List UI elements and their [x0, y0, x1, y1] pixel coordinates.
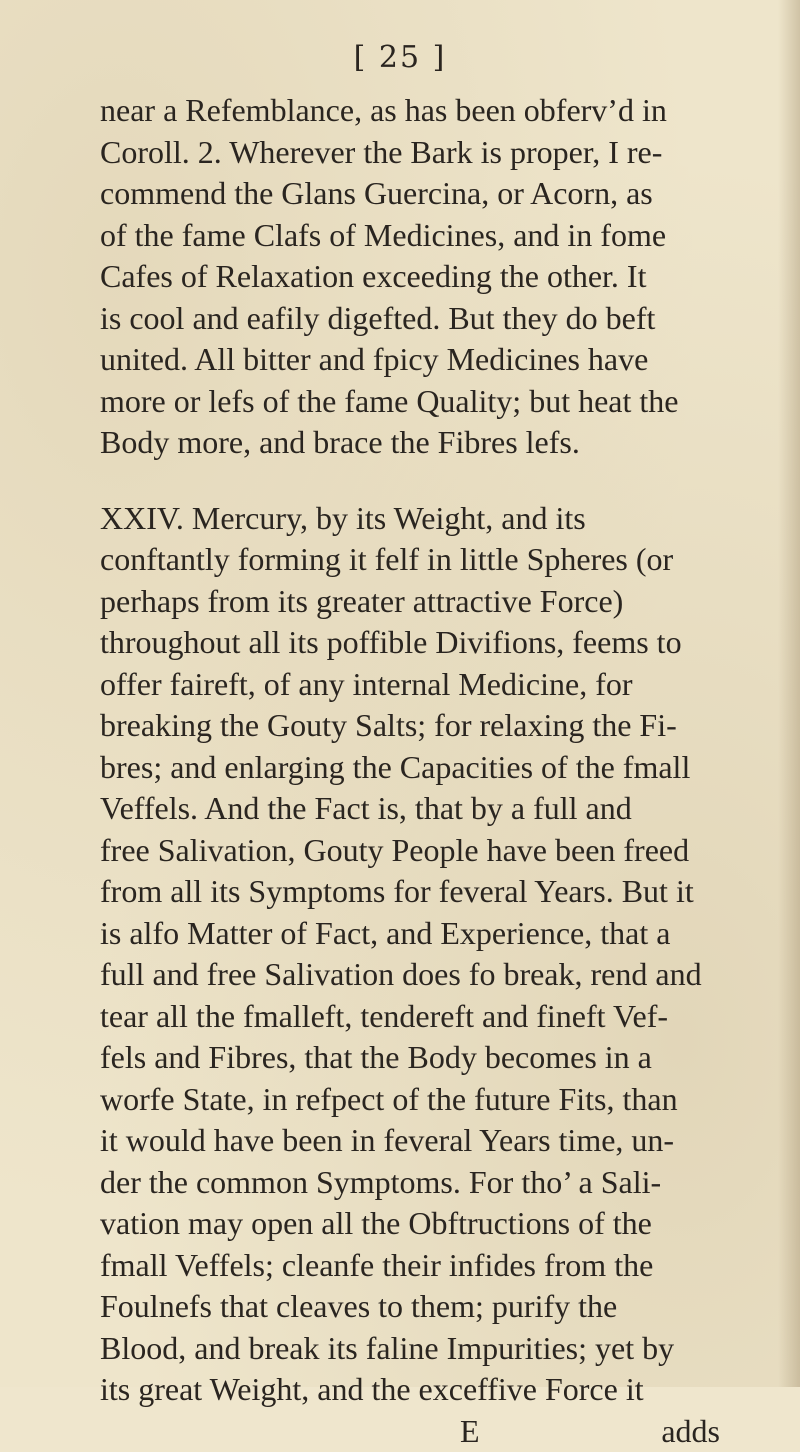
- text-line: worfe State, in refpect of the future Fits, than: [100, 1079, 760, 1121]
- text-line: Veffels. And the Fact is, that by a full and: [100, 788, 760, 830]
- text-line: its great Weight, and the exceffive Force it: [100, 1369, 760, 1411]
- text-line: perhaps from its greater attractive Force): [100, 581, 760, 623]
- text-line: breaking the Gouty Salts; for relaxing the Fi-: [100, 705, 760, 747]
- text-line: XXIV. Mercury, by its Weight, and its: [100, 498, 760, 540]
- text-line: of the fame Clafs of Medicines, and in fome: [100, 215, 760, 257]
- text-line: offer faireft, of any internal Medicine, for: [100, 664, 760, 706]
- text-line: Body more, and brace the Fibres lefs.: [100, 422, 760, 464]
- text-line: free Salivation, Gouty People have been freed: [100, 830, 760, 872]
- text-line: bres; and enlarging the Capacities of the fmall: [100, 747, 760, 789]
- signature-mark: E: [460, 1411, 480, 1452]
- text-line: throughout all its poffible Divifions, feems to: [100, 622, 760, 664]
- text-line: Coroll. 2. Wherever the Bark is proper, I re-: [100, 132, 760, 174]
- page-number: [ 25 ]: [0, 40, 800, 75]
- text-line: more or lefs of the fame Quality; but heat the: [100, 381, 760, 423]
- text-line: conftantly forming it felf in little Spheres (or: [100, 539, 760, 581]
- text-line: fels and Fibres, that the Body becomes in a: [100, 1037, 760, 1079]
- text-line: der the common Symptoms. For tho’ a Sali-: [100, 1162, 760, 1204]
- text-line: commend the Glans Guercina, or Acorn, as: [100, 173, 760, 215]
- text-line: Cafes of Relaxation exceeding the other. It: [100, 256, 760, 298]
- text-line: near a Refemblance, as has been obferv’d in: [100, 90, 760, 132]
- text-line: it would have been in feveral Years time, un-: [100, 1120, 760, 1162]
- body-text: [100, 90, 760, 1452]
- text-line: Foulnefs that cleaves to them; purify the: [100, 1286, 760, 1328]
- text-line: united. All bitter and fpicy Medicines have: [100, 339, 760, 381]
- paragraph-2: [100, 498, 760, 1411]
- text-line: full and free Salivation does fo break, rend and: [100, 954, 760, 996]
- text-line: is alfo Matter of Fact, and Experience, that a: [100, 913, 760, 955]
- text-line: fmall Veffels; cleanfe their infides from the: [100, 1245, 760, 1287]
- page-edge-shadow: [778, 0, 800, 1387]
- catchword: adds: [661, 1411, 720, 1452]
- paragraph-gap: [100, 464, 760, 498]
- text-line: from all its Symptoms for feveral Years. But it: [100, 871, 760, 913]
- paragraph-1: [100, 90, 760, 464]
- text-line: tear all the fmalleft, tendereft and fineft Vef-: [100, 996, 760, 1038]
- footer-row: [100, 1411, 760, 1452]
- text-line: is cool and eafily digefted. But they do beft: [100, 298, 760, 340]
- text-line: vation may open all the Obftructions of the: [100, 1203, 760, 1245]
- text-line: Blood, and break its faline Impurities; yet by: [100, 1328, 760, 1370]
